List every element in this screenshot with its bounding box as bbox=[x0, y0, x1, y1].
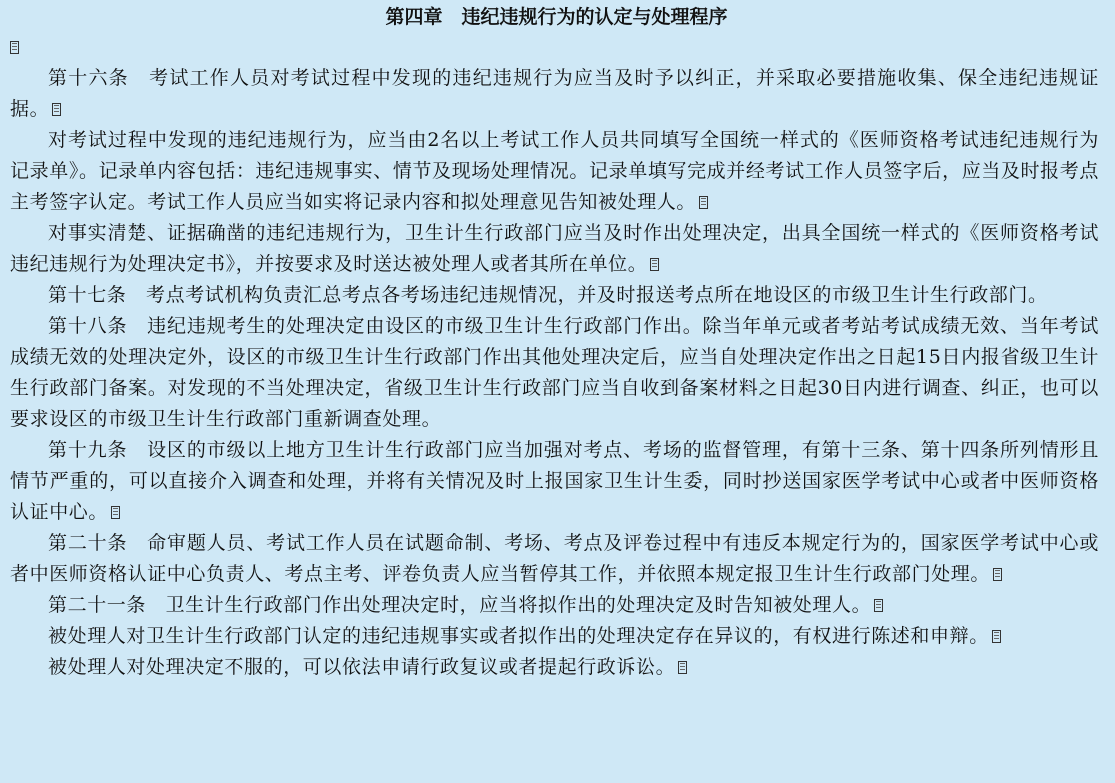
objection-paragraph: 被处理人对卫生计生行政部门认定的违纪违规事实或者拟作出的处理决定存在异议的，有权进行陈述和申辩。 bbox=[10, 621, 1099, 652]
paragraph-mark-icon bbox=[699, 196, 708, 209]
article-19-paragraph: 第十九条 设区的市级以上地方卫生计生行政部门应当加强对考点、考场的监督管理，有第十三条、第十四条所列情形且情节严重的，可以直接介入调查和处理，并将有关情况及时上报国家卫生计生委，同时抄送国家医学考试中心或者中医师资格认证中心。 bbox=[10, 439, 1099, 523]
chapter-title: 第四章 违纪违规行为的认定与处理程序 bbox=[385, 6, 728, 28]
record-sheet-paragraph: 对考试过程中发现的违纪违规行为，应当由2名以上考试工作人员共同填写全国统一样式的《医师资格考试违纪违规行为记录单》。记录单内容包括：违纪违规事实、情节及现场处理情况。记录单填写完成并经考试工作人员签字后，应当及时报考点主考签字认定。考试工作人员应当如实将记录内容和拟处理意见告知被处理人。 bbox=[10, 129, 1099, 213]
paragraph-mark-icon bbox=[52, 103, 61, 116]
paragraph-mark-icon bbox=[650, 258, 659, 271]
article-20-paragraph: 第二十条 命审题人员、考试工作人员在试题命制、考场、考点及评卷过程中有违反本规定行为的，国家医学考试中心或者中医师资格认证中心负责人、考点主考、评卷负责人应当暂停其工作，并依照本规定报卫生计生行政部门处理。 bbox=[10, 532, 1099, 585]
blank-line bbox=[10, 32, 1099, 63]
article-21-paragraph: 第二十一条 卫生计生行政部门作出处理决定时，应当将拟作出的处理决定及时告知被处理人。 bbox=[10, 590, 1099, 621]
article-16-paragraph: 第十六条 考试工作人员对考试过程中发现的违纪违规行为应当及时予以纠正，并采取必要措施收集、保全违纪违规证据。 bbox=[10, 67, 1099, 120]
paragraph-mark-icon bbox=[678, 661, 687, 674]
article-18-paragraph: 第十八条 违纪违规考生的处理决定由设区的市级卫生计生行政部门作出。除当年单元或者考站考试成绩无效、当年考试成绩无效的处理决定外，设区的市级卫生计生行政部门作出其他处理决定后，应当自处理决定作出之日起15日内报省级卫生计生行政部门备案。对发现的不当处理决定，省级卫生计生行政部门应当自收到备案材料之日起30日内进行调查、纠正，也可以要求设区的市级卫生计生行政部门重新调查处理。 bbox=[10, 315, 1099, 430]
paragraph-mark-icon bbox=[10, 41, 19, 54]
paragraph-mark-icon bbox=[992, 630, 1001, 643]
article-17-paragraph: 第十七条 考点考试机构负责汇总考点各考场违纪违规情况，并及时报送考点所在地设区的市级卫生计生行政部门。 bbox=[48, 284, 1048, 306]
decision-paragraph: 对事实清楚、证据确凿的违纪违规行为，卫生计生行政部门应当及时作出处理决定，出具全国统一样式的《医师资格考试违纪违规行为处理决定书》，并按要求及时送达被处理人或者其所在单位。 bbox=[10, 222, 1099, 275]
paragraph-mark-icon bbox=[874, 599, 883, 612]
appeal-paragraph: 被处理人对处理决定不服的，可以依法申请行政复议或者提起行政诉讼。 bbox=[10, 652, 1099, 683]
paragraph-mark-icon bbox=[111, 506, 120, 519]
paragraph-mark-icon bbox=[993, 568, 1002, 581]
